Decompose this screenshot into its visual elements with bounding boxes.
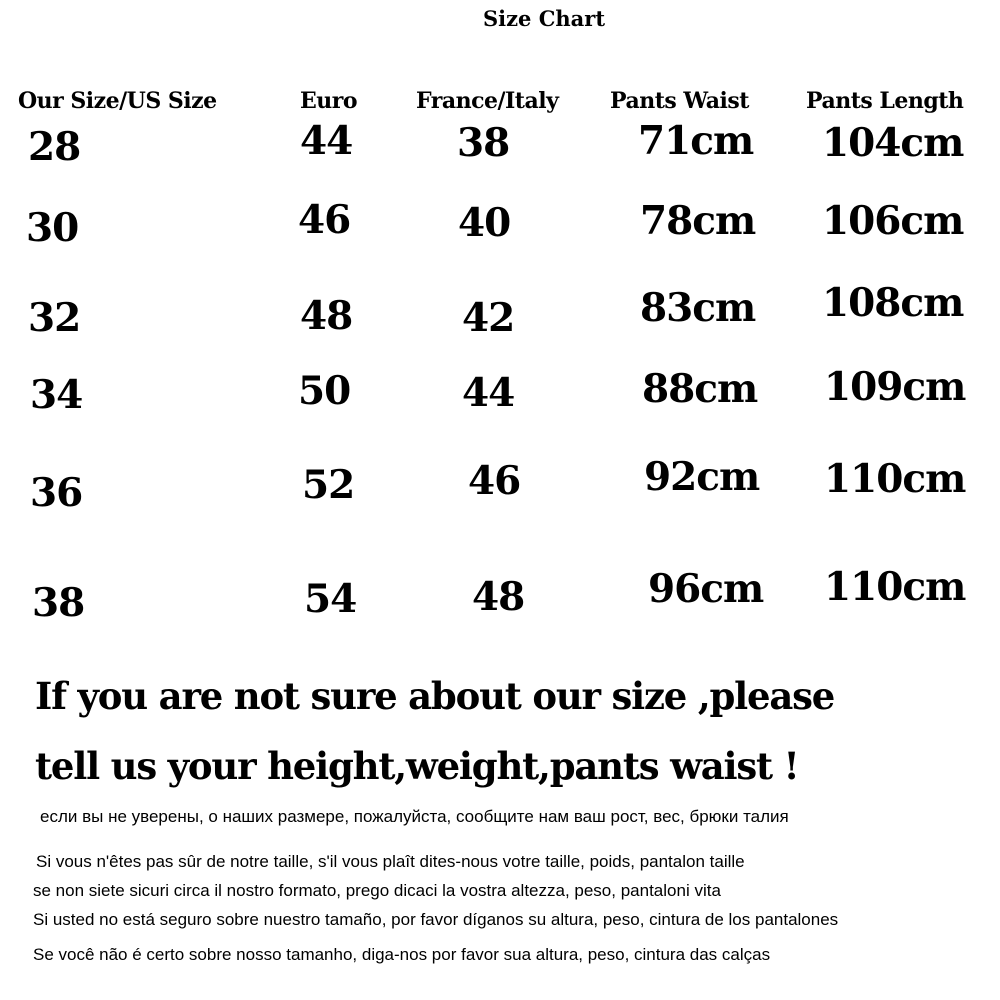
header-france-italy: France/Italy [416, 88, 559, 114]
translation-french: Si vous n'êtes pas sûr de notre taille, s'il vous plaît dites-nous votre taille, poids, pantalon taille [36, 852, 745, 871]
table-cell: 36 [30, 470, 83, 516]
table-cell: 46 [468, 458, 521, 504]
table-cell: 109cm [824, 364, 966, 410]
table-cell: 110cm [824, 564, 966, 610]
table-cell: 108cm [822, 280, 964, 326]
header-our-size: Our Size/US Size [18, 88, 217, 114]
table-cell: 38 [457, 120, 510, 166]
table-cell: 104cm [822, 120, 964, 166]
table-cell: 88cm [642, 366, 758, 412]
table-cell: 34 [30, 372, 83, 418]
table-cell: 28 [28, 124, 81, 170]
table-cell: 38 [32, 580, 85, 626]
table-cell: 32 [28, 295, 81, 341]
table-cell: 42 [462, 295, 515, 341]
table-cell: 96cm [648, 566, 764, 612]
header-pants-waist: Pants Waist [610, 88, 749, 114]
translation-russian: если вы не уверены, о наших размере, пожалуйста, сообщите нам ваш рост, вес, брюки талия [40, 807, 789, 826]
notice-line-1: If you are not sure about our size ,please [35, 674, 835, 718]
translation-spanish: Si usted no está seguro sobre nuestro tamaño, por favor díganos su altura, peso, cintura de los pantalones [33, 910, 839, 929]
table-cell: 71cm [638, 118, 754, 164]
table-cell: 30 [26, 205, 79, 251]
table-cell: 52 [302, 462, 355, 508]
table-cell: 83cm [640, 285, 756, 331]
table-cell: 40 [458, 200, 511, 246]
chart-title: Size Chart [482, 6, 606, 31]
table-cell: 48 [300, 293, 353, 339]
notice-line-2: tell us your height,weight,pants waist ! [35, 744, 799, 788]
table-cell: 110cm [824, 456, 966, 502]
table-cell: 106cm [822, 198, 964, 244]
header-euro: Euro [300, 88, 358, 114]
table-cell: 44 [462, 370, 515, 416]
table-cell: 92cm [644, 454, 760, 500]
table-cell: 54 [304, 576, 357, 622]
table-cell: 50 [298, 368, 351, 414]
header-pants-length: Pants Length [806, 88, 964, 114]
table-cell: 44 [300, 118, 353, 164]
translation-portuguese: Se você não é certo sobre nosso tamanho, diga-nos por favor sua altura, peso, cintura das calças [33, 945, 771, 964]
translation-italian: se non siete sicuri circa il nostro formato, prego dicaci la vostra altezza, peso, pantaloni vita [33, 881, 721, 900]
table-cell: 46 [298, 197, 351, 243]
table-cell: 48 [472, 574, 525, 620]
table-cell: 78cm [640, 198, 756, 244]
